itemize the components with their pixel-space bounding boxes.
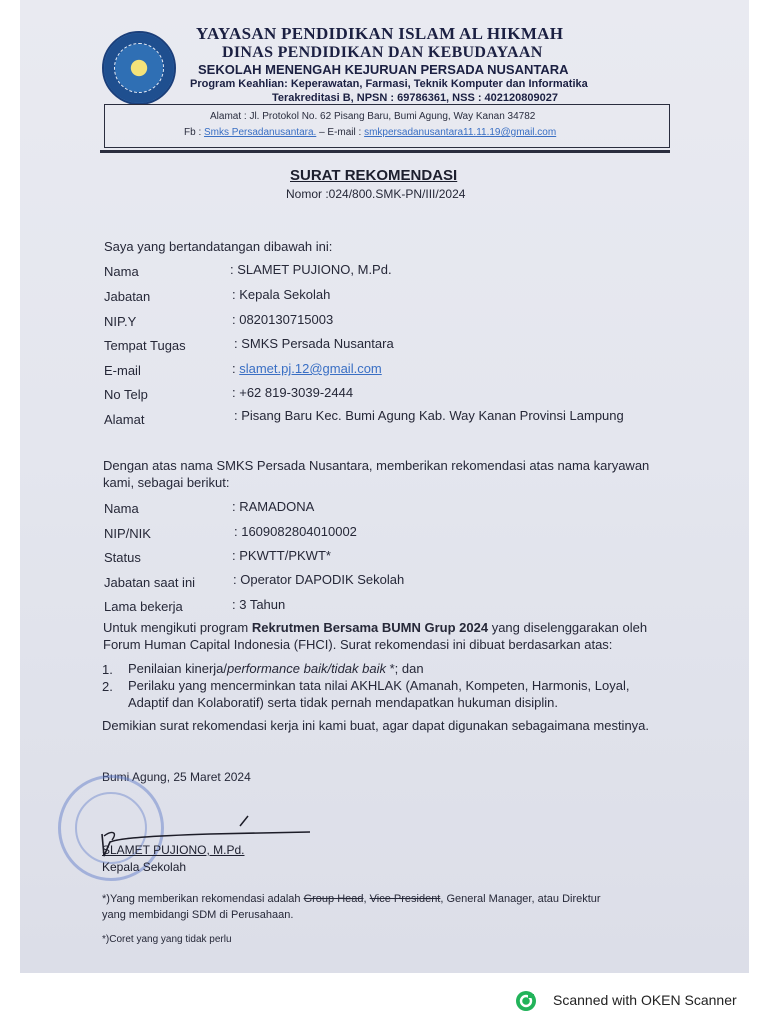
purpose-text-b: yang diselenggarakan oleh (488, 620, 648, 635)
signer-email-prefix: : (232, 361, 240, 376)
list-item-1-text-b: *; dan (386, 661, 424, 676)
list-item-2-number: 2. (102, 679, 113, 694)
closing-sentence: Demikian surat rekomendasi kerja ini kami buat, agar dapat digunakan sebagaimana mestinya. (102, 718, 650, 733)
signer-phone-value: : +62 819-3039-2444 (232, 385, 354, 400)
agency-name: DINAS PENDIDIKAN DAN KEBUDAYAAN (222, 44, 543, 61)
employee-position-label: Jabatan saat ini (104, 575, 196, 590)
scanner-watermark-text: Scanned with OKEN Scanner (553, 992, 737, 1008)
email-label: – E-mail : (319, 127, 362, 138)
purpose-line1 (103, 620, 647, 635)
signer-name-label: Nama (104, 264, 139, 279)
signer-nip-label: NIP.Y (104, 314, 137, 329)
logo-ring (114, 43, 164, 93)
fb-link[interactable]: Smks Persadanusantara. (204, 127, 317, 138)
signatory-name: SLAMET PUJIONO, M.Pd. (102, 843, 245, 857)
signer-email-link[interactable]: slamet.pj.12@gmail.com (239, 361, 382, 376)
signer-intro: Saya yang bertandatangan dibawah ini: (104, 239, 333, 254)
footnote-2: *)Coret yang yang tidak perlu (102, 934, 232, 945)
signer-workplace-label: Tempat Tugas (104, 338, 186, 353)
scanner-logo-icon (515, 990, 537, 1012)
recommend-intro-line2: kami, sebagai berikut: (103, 475, 230, 490)
employee-nik-value: : 1609082804010002 (234, 524, 357, 539)
footnote-1-struck-vp: Vice President (369, 893, 441, 905)
list-item-2-line2: Adaptif dan Kolaboratif) serta tidak pernah mendapatkan hukuman disiplin. (128, 695, 558, 710)
footnote-1-comma: , (363, 893, 370, 905)
list-item-2-line1: Perilaku yang mencerminkan tata nilai AKHLAK (Amanah, Kompeten, Harmonis, Loyal, (128, 678, 630, 693)
fb-label: Fb : (184, 127, 202, 138)
footnote-1-text-b: , General Manager, atau Direktur (440, 893, 601, 905)
signer-position-value: : Kepala Sekolah (232, 287, 331, 302)
list-item-1-text-a: Penilaian kinerja/ (128, 661, 228, 676)
signer-email-label: E-mail (104, 363, 141, 378)
place-date: Bumi Agung, 25 Maret 2024 (102, 770, 251, 784)
signer-address-label: Alamat (104, 412, 145, 427)
list-item-1 (128, 661, 424, 676)
school-name: SEKOLAH MENENGAH KEJURUAN PERSADA NUSANTARA (198, 62, 569, 77)
letter-title: SURAT REKOMENDASI (290, 167, 458, 184)
employee-position-value: : Operator DAPODIK Sekolah (233, 572, 405, 587)
document-page (20, 0, 749, 973)
purpose-line2: Forum Human Capital Indonesia (FHCI). Surat rekomendasi ini dibuat berdasarkan atas: (103, 637, 613, 652)
employee-nik-label: NIP/NIK (104, 526, 151, 541)
signer-address-value: : Pisang Baru Kec. Bumi Agung Kab. Way Kanan Provinsi Lampung (234, 408, 624, 423)
signer-workplace-value: : SMKS Persada Nusantara (234, 336, 394, 351)
employee-status-label: Status (104, 550, 141, 565)
list-item-1-italic: performance baik/tidak baik (227, 661, 386, 676)
signer-phone-label: No Telp (104, 387, 148, 402)
letter-number: Nomor :024/800.SMK-PN/III/2024 (286, 187, 466, 201)
accreditation-line: Terakreditasi B, NPSN : 69786361, NSS : 402120809027 (272, 92, 558, 104)
footnote-1-text-a: *)Yang memberikan rekomendasi adalah (102, 893, 304, 905)
contact-line (184, 127, 556, 138)
foundation-name: YAYASAN PENDIDIKAN ISLAM AL HIKMAH (196, 24, 564, 43)
footnote-1-struck-group-head: Group Head (303, 893, 364, 905)
school-logo (102, 31, 176, 105)
signer-nip-value: : 0820130715003 (232, 312, 334, 327)
employee-status-value: : PKWTT/PKWT* (232, 548, 331, 563)
signer-position-label: Jabatan (104, 289, 151, 304)
address-line: Alamat : Jl. Protokol No. 62 Pisang Baru, Bumi Agung, Way Kanan 34782 (210, 111, 536, 122)
footnote-1-line2: yang membidangi SDM di Perusahaan. (102, 909, 294, 921)
signer-name-value: : SLAMET PUJIONO, M.Pd. (230, 262, 392, 277)
footnote-1-line1 (102, 893, 601, 905)
employee-name-value: : RAMADONA (232, 499, 315, 514)
signer-email-value (232, 361, 382, 376)
employee-name-label: Nama (104, 501, 139, 516)
purpose-program: Rekrutmen Bersama BUMN Grup 2024 (251, 620, 489, 635)
signatory-title: Kepala Sekolah (102, 860, 187, 874)
list-item-1-number: 1. (102, 662, 113, 677)
school-email-link[interactable]: smkpersadanusantara11.11.19@gmail.com (364, 127, 557, 138)
employee-tenure-value: : 3 Tahun (232, 597, 286, 612)
recommend-intro-line1: Dengan atas nama SMKS Persada Nusantara, memberikan rekomendasi atas nama karyawan (103, 458, 650, 473)
employee-tenure-label: Lama bekerja (104, 599, 183, 614)
letterhead-rule (100, 150, 670, 153)
purpose-text-a: Untuk mengikuti program (103, 620, 252, 635)
programs-line: Program Keahlian: Keperawatan, Farmasi, Teknik Komputer dan Informatika (190, 78, 588, 90)
